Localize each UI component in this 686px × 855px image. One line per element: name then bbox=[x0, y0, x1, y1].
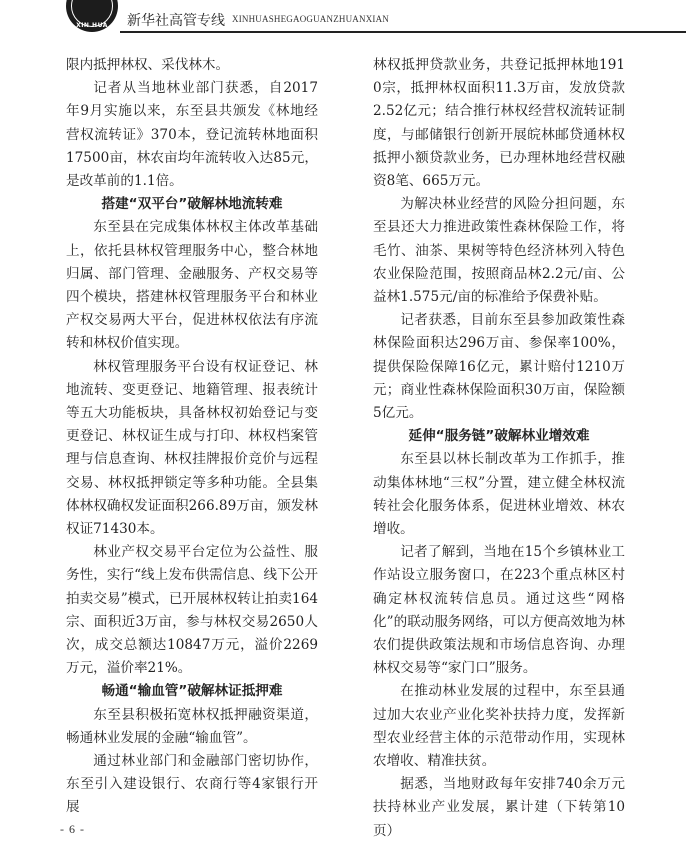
paragraph-12: 记者了解到，当地在15个乡镇林业工作站设立服务窗口，在223个重点林区村确定林权流转信息员。通过这些“网格化”的联动服务网络，可以方便高效地为林农们提供政策法规和市场信息咨询、办理林权交易等“家门口”服务。 bbox=[373, 544, 625, 677]
paragraph-13: 在推动林业发展的过程中，东至县通过加大农业产业化奖补扶持力度，发挥新型农业经营主体的示范带动作用，实现林农增收、精准扶贫。 bbox=[373, 683, 625, 770]
paragraph-8: 林权抵押贷款业务，共登记抵押林地1910宗，抵押林权面积11.3万亩，发放贷款2.52亿元；结合推行林权经营权流转证制度，与邮储银行创新开展皖林邮贷通林权抵押小额贷款业务，已办理林地经营权融资8笔、665万元。 bbox=[373, 57, 625, 190]
paragraph-11: 东至县以林长制改革为工作抓手，推动集体林地“三权”分置，建立健全林权流转社会化服务体系，促进林业增效、林农增收。 bbox=[373, 451, 625, 538]
header-divider bbox=[120, 31, 686, 33]
section-heading-1: 搭建“双平台”破解林地流转难 bbox=[101, 196, 283, 213]
section-heading-3: 延伸“服务链”破解林业增效难 bbox=[408, 428, 590, 445]
paragraph-14: 据悉，当地财政每年安排740余万元扶持林业产业发展，累计建（下转第10页） bbox=[373, 776, 625, 839]
paragraph-2: 记者从当地林业部门获悉，自2017年9月实施以来，东至县共颁发《林地经营权流转证》370本，登记流转林地面积17500亩，林农亩均年流转收入达85元，是改革前的1.1倍。 bbox=[66, 80, 318, 190]
left-column bbox=[66, 54, 318, 820]
page-number: - 6 - bbox=[60, 822, 85, 836]
paragraph-5: 林业产权交易平台定位为公益性、服务性，实行“线上发布供需信息、线下公开拍卖交易”模式，已开展林权转让拍卖164宗、面积近3万亩，参与林权交易2650人次，成交总额达10847万元，溢价2269万元，溢价率21%。 bbox=[66, 544, 318, 677]
paragraph-1: 限内抵押林权、采伐林木。 bbox=[66, 57, 230, 73]
section-heading-2: 畅通“输血管”破解林证抵押难 bbox=[101, 683, 283, 700]
page-header bbox=[0, 0, 686, 36]
header-title: 新华社高管专线 bbox=[127, 13, 225, 29]
paragraph-6: 东至县积极拓宽林权抵押融资渠道，畅通林业发展的金融“输血管”。 bbox=[66, 706, 318, 746]
header-subtitle: XINHUASHEGAOGUANZHUANXIAN bbox=[232, 14, 389, 24]
logo-text: XIN HUA bbox=[76, 22, 108, 29]
paragraph-9: 为解决林业经营的风险分担问题，东至县还大力推进政策性森林保险工作，将毛竹、油茶、果树等特色经济林列入特色农业保险范围，按照商品林2.2元/亩、公益林1.575元/亩的标准给予保费补贴。 bbox=[373, 196, 625, 306]
paragraph-4: 林权管理服务平台设有权证登记、林地流转、变更登记、地籍管理、报表统计等五大功能板块，具备林权初始登记与变更登记、林权证生成与打印、林权档案管理与信息查询、林权挂牌报价竞价与远程交易、林权抵押锁定等多种功能。全县集体林权确权发证面积266.89万亩，颁发林权证71430本。 bbox=[66, 358, 318, 538]
right-column bbox=[373, 54, 625, 843]
paragraph-7: 通过林业部门和金融部门密切协作，东至引入建设银行、农商行等4家银行开展 bbox=[66, 753, 318, 816]
paragraph-10: 记者获悉，目前东至县参加政策性森林保险面积达296万亩、参保率100%，提供保险保障16亿元，累计赔付1210万元；商业性森林保险面积30万亩，保险额5亿元。 bbox=[373, 312, 625, 422]
paragraph-3: 东至县在完成集体林权主体改革基础上，依托县林权管理服务中心，整合林地归属、部门管理、金融服务、产权交易等四个模块，搭建林权管理服务平台和林业产权交易两大平台，促进林权依法有序流转和林权价值实现。 bbox=[66, 219, 318, 352]
xinhua-logo-icon bbox=[66, 0, 118, 32]
